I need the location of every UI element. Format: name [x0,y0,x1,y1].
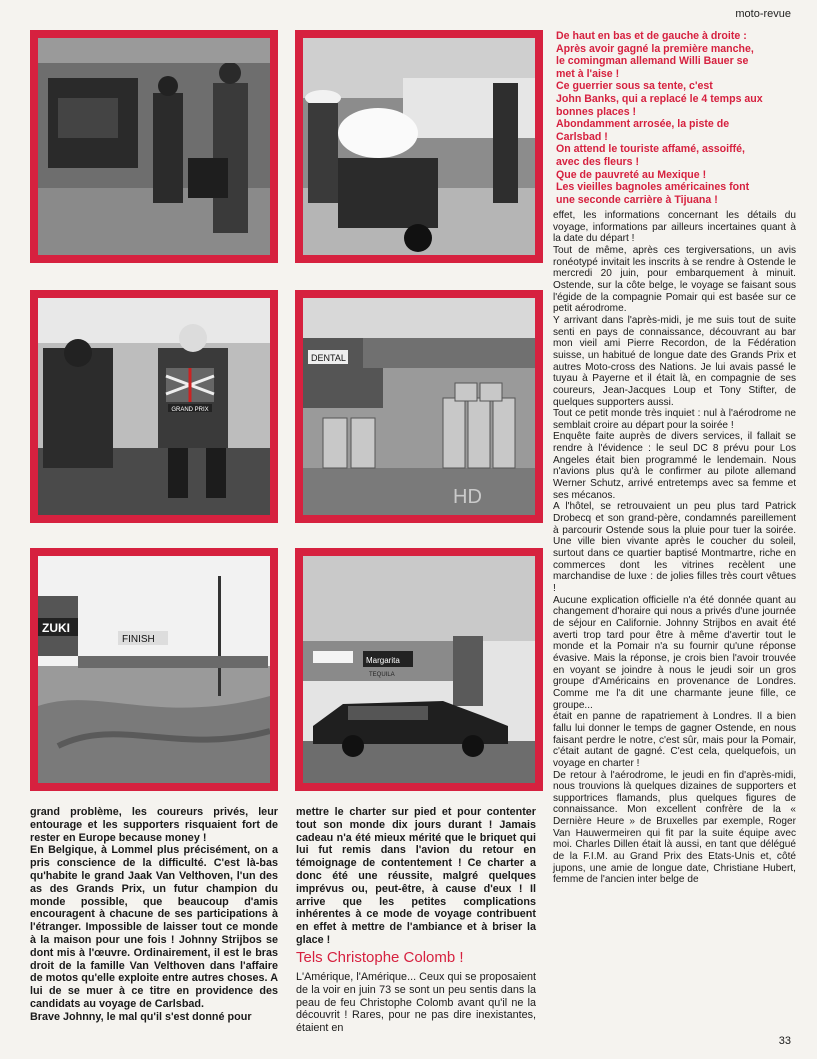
caption-line: une seconde carrière à Tijuana ! [556,193,718,206]
photo-tijuana-car [295,548,543,791]
paragraph: Enquête faite auprès de divers services, il fallait se rendre à l'évidence : le seul DC 8 prévu pour Los Angeles était bien programmé le lendemain. Nous n'avions plus qu'à le confirmer au pilote allemand Werner Schutz, arrivé entretemps avec sa femme et ses mécanos. [553,431,796,501]
section-title: Tels Christophe Colomb ! [296,949,464,966]
page-number: 33 [778,1035,791,1047]
paragraph: mettre le charter sur pied et pour contenter tout son monde dix jours durant ! Jamais cadeau n'a été mieux mérité que le briquet qui lui fut remis dans l'avion du retour en témoignage de contentement ! Ce charter a donc été une réussite, malgré quelques imprévus ou, peut-être, à cause d'eux ! Il arrive que les petites complications inhérentes à ce mode de voyage contribuent en effet à mettre de l'ambiance et à briser la glace ! [296,806,536,946]
photo-caption [556,30,796,206]
paragraph: De retour à l'aérodrome, le jeudi en fin d'après-midi, nous trouvions là quelques dizaines de supporters et supportrices flamands, plus quelques figures de connaissance. Mon excellent confrère de la « Dernière Heure » de Bruxelles par exemple, Roger Van Hauwermeiren qui fit par la suite équipe avec moi. Charles Dillen était là aussi, en tant que délégué de la F.I.M. au Grand Prix des Etats-Unis et, côté jupons, une amie de longue date, Christiane Hubert, femme de l'ancien inter belge de [553,769,796,886]
caption-line: bonnes places ! [556,105,637,118]
paragraph: Aucune explication officielle n'a été donnée quant au changement d'horaire qui nous a privés d'une journée de séjour en Californie. Johnny Strijbos en avait été averti trop tard pour être à même d'avertir tout le monde et la Pomair n'a su fournir qu'une réponse évasive. Mais la réponse, je crois bien l'avoir trouvée en voyant se joindre à nous le jeudi soir un gros groupe d'Américains en provenance de Londres. Comme me l'a dit une charmante jeune fille, ce groupe... [553,594,796,711]
photo-john-banks [30,290,278,523]
article-column-2 [296,806,536,947]
caption-line: le comingman allemand Willi Bauer se [556,55,749,68]
grand-prix-badge-text: GRAND PRIX [171,407,209,413]
caption-line: avec des fleurs ! [556,155,640,168]
photo-tourist-vendor [295,30,543,263]
photo-carlsbad-track [30,548,278,791]
caption-line: On attend le touriste affamé, assoiffé, [556,143,745,156]
article-column-2-continued [296,971,536,1035]
paragraph: Tout ce petit monde très inquiet : nul à l'aérodrome ne semblait croire au départ pour la soirée ! [553,408,796,431]
caption-line: John Banks, qui a replacé le 4 temps aux [556,92,763,105]
paragraph: En Belgique, à Lommel plus précisément, on a pris conscience de la difficulté. C'est là-bas qu'habite le grand Jaak Van Velthoven, l'un des as des Grands Prix, un futur champion du monde possible, que beaucoup d'amis encouragent à chacune de ses participations à l'étranger. Impossible de laisser tout ce monde à la maison pour une fois ! Johnny Strijbos se dont mis à l'œuvre. Ordinairement, il est le bras droit de la famille Van Velthoven dans l'affaire de motos qu'elle exploite entre autres choses. A lui de se muer à ce titre en providence des candidats au voyage de Carlsbad. [30,844,278,1010]
paragraph: effet, les informations concernant les détails du voyage, informations par ailleurs incertaines quant à la date du départ ! [553,210,796,245]
tequila-sign-text: TEQUILA [369,672,395,678]
caption-line: Que de pauvreté au Mexique ! [556,168,707,181]
finish-banner-text: FINISH [122,634,155,645]
caption-line: met à l'aise ! [556,67,620,80]
dental-sign-text: DENTAL [311,353,346,363]
paragraph: Brave Johnny, le mal qu'il s'est donné pour [30,1010,252,1023]
paragraph: était en panne de rapatriement à Londres. Il a bien fallu lui donner le temps de gagner Ostende, en nous faisant perdre le notre, c'est sûr, mais pour la Pomair, c'était autant de gagné. C'est cela, quelquefois, un voyage en charter ! [553,711,796,769]
article-column-1 [30,806,278,1024]
photo-willi-bauer [30,30,278,263]
photo-willi-bauer-image [38,38,270,255]
photo-mexico-poverty [295,290,543,523]
paragraph: L'Amérique, l'Amérique... Ceux qui se proposaient de la voir en juin 73 se sont un peu sentis dans la peau de feu Christophe Colomb avant qu'il ne la découvrit ! Rares, pour ne pas dire inexistantes, étaient en [296,971,536,1035]
paragraph: Y arrivant dans l'après-midi, je me suis tout de suite senti en pays de connaissance, découvrant au bar mon vieil ami Pierre Recordon, de la Fédération suisse, un habitué de longue date des Grands Prix et autres Moto-cross des Nations. Je lui avais passé le tuyau à Payerne et il était là, en compagnie de ses coureurs, Jean-Jacques Loup et Tony Stifter, de quelques supporters aussi. [553,314,796,408]
watermark-text: HD [453,486,482,508]
photo-tijuana-car-image [303,556,535,783]
caption-line: Les vieilles bagnoles américaines font [556,181,750,194]
suzuki-banner-text: ZUKI [42,621,70,635]
caption-line: Abondamment arrosée, la piste de [556,118,730,131]
photo-john-banks-image [38,298,270,515]
paragraph: A l'hôtel, se retrouvaient un peu plus tard Patrick Drobecq et son grand-père, condamnés pareillement à parcourir Ostende sous la pluie pour tuer la soirée. Une ville bien vivante après le coucher du soleil, surtout dans ce quartier baptisé Montmartre, riche en commerces dont les vitrines recèlent une marchandise de luxe : de jolies filles très court vêtues ! [553,501,796,594]
photo-tourist-vendor-image [303,38,535,255]
photo-carlsbad-track-image [38,556,270,783]
magazine-name: moto-revue [735,8,791,20]
article-column-3 [553,210,796,886]
paragraph: grand problème, les coureurs privés, leur entourage et les supporters risquaient fort de rester en Europe because money ! [30,806,278,844]
caption-line: Carlsbad ! [556,130,608,143]
margarita-sign-text: Margarita [366,656,400,665]
paragraph: Tout de même, après ces tergiversations, un avis ronéotypé invitait les inscrits à se rendre à Ostende le mercredi 20 juin, pour embarquement à minuit. Ostende, sur la côte belge, le voyage se faisant sous l'égide de la compagnie Pomair qui est basée sur ce petit aérodrome. [553,244,796,315]
caption-line: De haut en bas et de gauche à droite : [556,30,747,42]
photo-mexico-poverty-image [303,298,535,515]
caption-line: Ce guerrier sous sa tente, c'est [556,80,713,93]
caption-line: Après avoir gagné la première manche, [556,42,754,55]
